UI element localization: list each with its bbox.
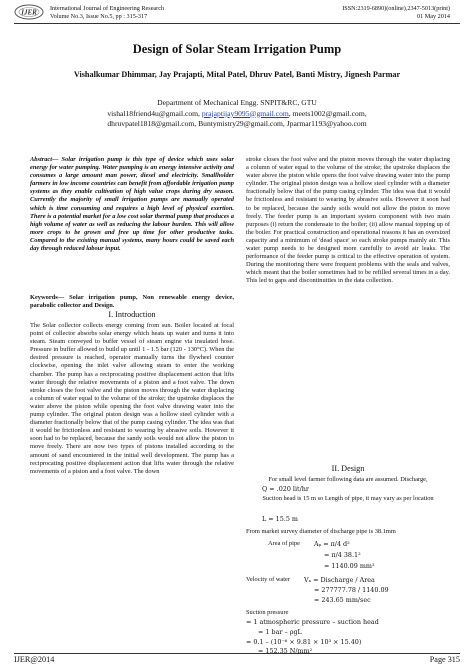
abstract: Abstract— Solar irrigation pump is this type of device which uses solar energy for water pumping. Water pumping is an energy intensive activity and consumes a large amount man power, diesel and electricity. Smallholder farmers in low income countries can benefit from affordable irrigation pump systems as they enable cultivation of high value crops during dry season. Currently the majority of small irrigation pumps are manually operated which is time consuming and requires a high level of physical exertion. There is a potential market for a low cost solar thermal pump that produces a high volume of water as well as reducing the labour burden. This will allow more crops to be grown and free up time for other productive tasks. Compared to the existing manual systems, many hours could be saved each day through reduced labour input. bbox=[30, 156, 234, 253]
right-column-text: stroke closes the foot valve and the piston moves through the water displacing a column of water equal to the volume of the stroke; the upstroke displaces the water above the piston while opens the foot valve drawing water into the pump cylinder. The original piston design was a hollow steel cylinder with a diameter fractionally below that of the pump casing cylinder. The idea was that it would be frictionless and resistant to wearing by abrasive soils. However it soon had to be replaced, because the sandy soils would not allow the piston to move freely. The feeder pump is an important system component with two main purposes (i) return the condensate to the boiler; (ii) allow manual topping up of the boiler. For practical construction and operational reasons it has an oversized capacity and a minimum of 'dead space' so each stroke pumps mainly air. This water pump needs to be designed more carefully to avoid air leaks. The performance of the feeder pump is critical to the effective operation of system. During the monitoring there were frequent problems with the seals and valves, which meant that the boiler sometimes had to be refilled several times in a day. This led to gaps and discontinuities in the data collection. bbox=[246, 156, 450, 285]
footer-copyright: IJER@2014 bbox=[14, 655, 55, 664]
suction-pressure-label: Suction pressure bbox=[246, 609, 289, 616]
page-number: Page 315 bbox=[429, 655, 460, 664]
email-text: vishal18friend4u@gmail.com, bbox=[107, 108, 202, 118]
journal-logo bbox=[14, 4, 44, 20]
velocity-equation-2: = 277777.78 / 1140.09 bbox=[314, 586, 389, 594]
section-heading-design: II. Design bbox=[331, 464, 365, 473]
area-equation-3: = 1140.09 mm² bbox=[324, 562, 375, 570]
logo-text: IJER bbox=[21, 8, 37, 17]
department: Department of Mechanical Engg. SNPIT&RC, GTU bbox=[157, 98, 317, 107]
area-equation-2: = π/4 38.1² bbox=[324, 551, 361, 559]
pipe-diameter-text: From market survey diameter of discharge pipe is 38.1mm bbox=[246, 528, 396, 535]
velocity-label: Velocity of water bbox=[246, 576, 291, 583]
introduction-text: The Solar collector collects energy coming from sun. Boiler located at focal point of collector absorbs solar energy which heats up water and turns it into steam. Steam conveyed to buffer vessel of steam engine via insulated hose. Pressure in buffer allowed to build up until 1 - 1.5 bar (120 - 130°C). When the desired pressure is reached, operator manually turns the flywheel counter clockwise, opening the inlet valve allowing steam to enter the working chamber. The pump has a reciprocating positive displacement action that lifts water through the relative movements of a piston and a foot valve. The down stroke closes the foot valve and the piston moves through the water displacing a column of water equal to the volume of the stroke; the upstroke displaces the water above the piston while opening the foot valve drawing water into the pump cylinder. The original piston design was a hollow steel cylinder with a diameter fractionally below that of the pump casing cylinder. The idea was that it would be frictionless and resistant to wearing by abrasive soils. However it soon had to be replaced, because the sandy soils would not allow the piston to move freely. There are now two types of pistons installed according to the amount of sand encountered in the initial well development. The pump has a reciprocating positive displacement action that lifts water through the relative movements of a piston and a foot valve. The down bbox=[30, 322, 234, 475]
email-line-1 bbox=[0, 109, 474, 120]
discharge-equation: Q = .020 lit/hr bbox=[262, 485, 309, 493]
suction-equation-1: = 1 atmospheric pressure – suction head bbox=[246, 618, 379, 626]
journal-issn: ISSN:2319-6890)(online),2347-5013(print) bbox=[342, 5, 450, 12]
footer-rule bbox=[14, 653, 460, 654]
paper-title: Design of Solar Steam Irrigation Pump bbox=[132, 42, 342, 56]
email-link[interactable]: prajaptijay9095@gmail.com bbox=[201, 108, 289, 118]
keywords: Keywords— Solar irrigation pump, Non renewable energy device, parabolic collector and Design. bbox=[30, 294, 234, 310]
suction-head-text: Suction head is 15 m so Length of pipe, it may vary as per location bbox=[262, 495, 434, 502]
section-heading-introduction: I. Introduction bbox=[108, 310, 156, 319]
header-rule bbox=[14, 23, 460, 24]
journal-name: International Journal of Engineering Research bbox=[50, 5, 165, 12]
journal-volume: Volume No.3, Issue No.5, pp : 315-317 bbox=[50, 13, 148, 20]
suction-equation-4: = 152.35 N/mm² bbox=[258, 647, 313, 655]
velocity-equation-3: = 243.65 mm/sec bbox=[314, 596, 371, 604]
design-assumption: For small level farmer following data are assumed. Discharge, bbox=[268, 476, 428, 483]
velocity-equation-1: Vₐ = Discharge / Area bbox=[304, 576, 375, 584]
email-text: , meets1002@gmail.com, bbox=[288, 108, 367, 118]
affiliation-block bbox=[0, 98, 474, 130]
length-equation: L = 15.5 m bbox=[262, 515, 298, 523]
author-list: Vishalkumar Dhimmar, Jay Prajapti, Mital Patel, Dhruv Patel, Banti Mistry, Jignesh Parmar bbox=[73, 70, 401, 79]
area-equation-1: Aₚ = π/4 d² bbox=[314, 540, 350, 548]
email-line-2: dhruvpatel1818@gmail.com, Buntymistry29@gmail.com, Jparmar1193@yahoo.com bbox=[107, 119, 367, 128]
suction-equation-2: = 1 bar – ρgL bbox=[258, 628, 302, 636]
publication-date: 01 May 2014 bbox=[417, 13, 450, 20]
area-label: Area of pipe bbox=[268, 540, 300, 547]
suction-equation-3: = 0.1 – (10⁻⁶ × 9.81 × 10³ × 15.40) bbox=[246, 638, 362, 646]
